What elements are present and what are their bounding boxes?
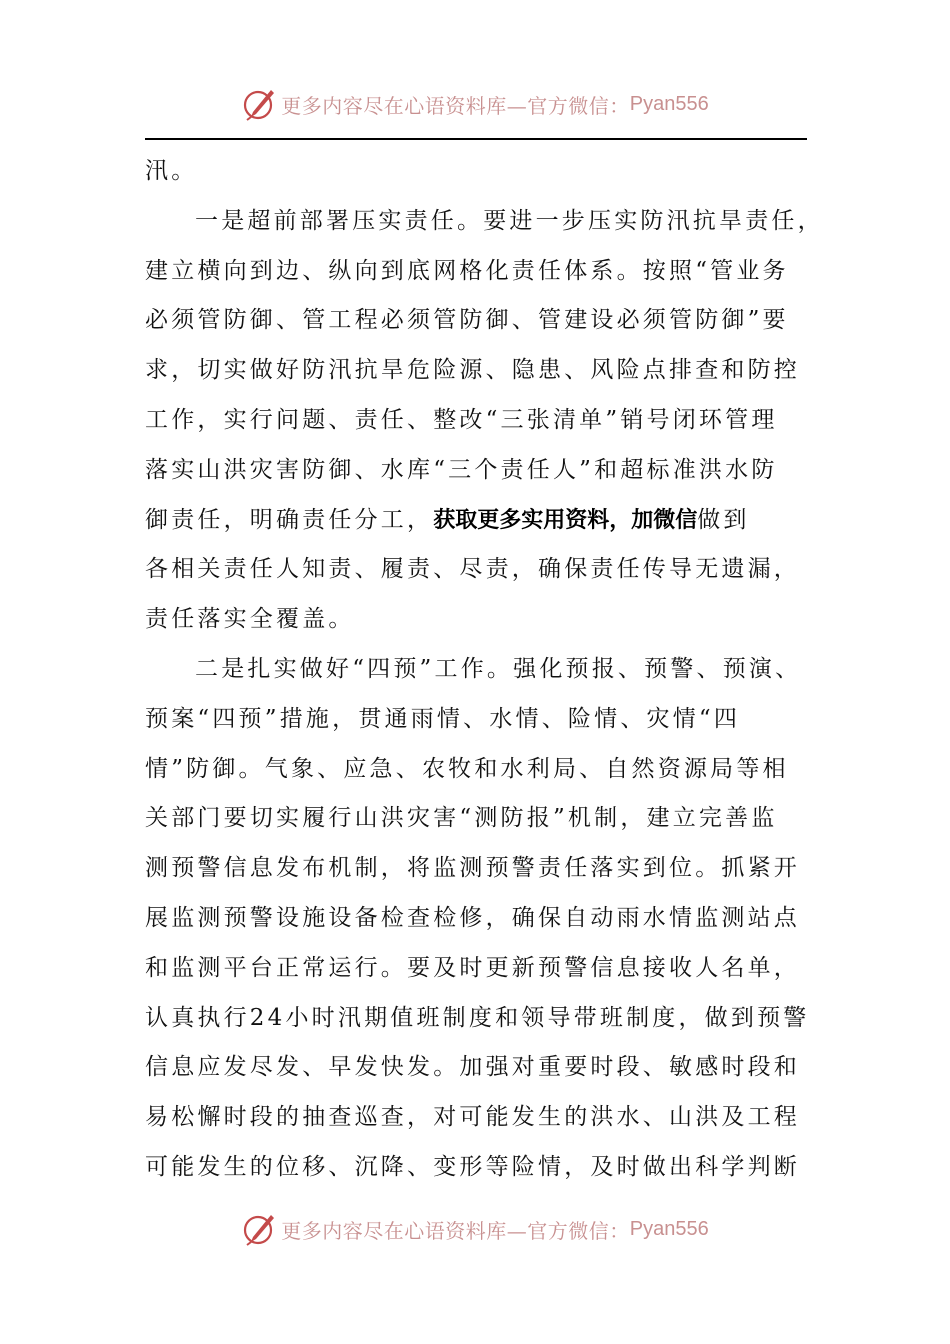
body-line: 情”防御。气象、应急、农牧和水利局、自然资源局等相 xyxy=(145,755,789,782)
header-divider xyxy=(145,138,807,140)
header-banner-text: 更多内容尽在心语资料库—官方微信： xyxy=(281,93,630,118)
quill-pen-logo-icon xyxy=(241,86,277,122)
body-line: 建立横向到边、纵向到底网格化责任体系。按照“管业务 xyxy=(145,257,789,284)
footer-banner-text: 更多内容尽在心语资料库—官方微信： xyxy=(281,1218,630,1243)
body-line: 责任落实全覆盖。 xyxy=(145,606,355,633)
body-line: 一是超前部署压实责任。要进一步压实防汛抗旱责任， xyxy=(195,207,824,234)
body-line: 预案“四预”措施，贯通雨情、水情、险情、灾情“四 xyxy=(145,705,741,732)
body-line-promo: 御责任，明确责任分工，获取更多实用资料，加微信做到 xyxy=(145,506,750,533)
body-line: 可能发生的位移、沉降、变形等险情，及时做出科学判断 xyxy=(145,1153,800,1180)
footer-banner xyxy=(0,1207,950,1251)
body-line: 和监测平台正常运行。要及时更新预警信息接收人名单， xyxy=(145,954,800,981)
body-line: 各相关责任人知责、履责、尽责，确保责任传导无遗漏， xyxy=(145,556,800,583)
body-line: 工作，实行问题、责任、整改“三张清单”销号闭环管理 xyxy=(145,406,778,433)
body-line: 易松懈时段的抽查巡查，对可能发生的洪水、山洪及工程 xyxy=(145,1104,800,1131)
document-body xyxy=(145,147,824,1193)
body-line: 落实山洪灾害防御、水库“三个责任人”和超标准洪水防 xyxy=(145,456,778,483)
body-line: 测预警信息发布机制，将监测预警责任落实到位。抓紧开 xyxy=(145,855,800,882)
header-banner xyxy=(0,82,950,126)
body-line: 求，切实做好防汛抗旱危险源、隐患、风险点排查和防控 xyxy=(145,357,800,384)
quill-pen-logo-icon xyxy=(241,1211,277,1247)
header-wechat-id: Pyan556 xyxy=(629,92,709,115)
promo-text: 获取更多实用资料，加微信 xyxy=(433,507,698,533)
body-line: 二是扎实做好“四预”工作。强化预报、预警、预演、 xyxy=(195,655,802,682)
body-line: 展监测预警设施设备检查检修，确保自动雨水情监测站点 xyxy=(145,904,800,931)
footer-wechat-id: Pyan556 xyxy=(629,1217,709,1240)
body-line: 关部门要切实履行山洪灾害“测防报”机制，建立完善监 xyxy=(145,805,778,832)
body-line: 必须管防御、管工程必须管防御、管建设必须管防御”要 xyxy=(145,307,789,334)
body-line: 信息应发尽发、早发快发。加强对重要时段、敏感时段和 xyxy=(145,1054,800,1081)
body-line: 认真执行24小时汛期值班制度和领导带班制度，做到预警 xyxy=(145,1004,810,1031)
body-line: 汛。 xyxy=(145,158,198,184)
